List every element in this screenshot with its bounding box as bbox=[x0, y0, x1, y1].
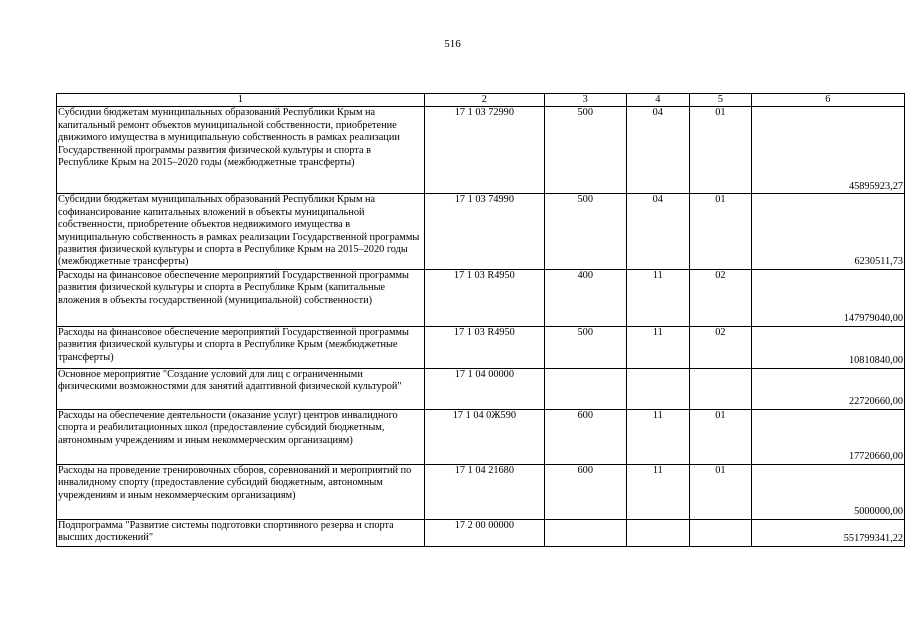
table-row bbox=[57, 326, 905, 368]
row-target-code: 17 1 03 72990 bbox=[424, 107, 544, 194]
table-row bbox=[57, 519, 905, 546]
row-name: Подпрограмма "Развитие системы подготовки спортивного резерва и спорта высших достижений" bbox=[57, 519, 425, 546]
row-section bbox=[626, 368, 690, 409]
table-row bbox=[57, 409, 905, 464]
row-expense-type: 600 bbox=[545, 409, 626, 464]
row-section bbox=[626, 519, 690, 546]
row-sum: 551799341,22 bbox=[751, 519, 904, 546]
header-col-6: 6 bbox=[751, 94, 904, 107]
row-target-code: 17 1 04 00000 bbox=[424, 368, 544, 409]
row-target-code: 17 1 04 0Ж590 bbox=[424, 409, 544, 464]
row-name: Субсидии бюджетам муниципальных образований Республики Крым на софинансирование капитальных вложений в объекты муниципальной собственности, приобретение объектов недвижимого имущества в муниципальную собственность в рамках реализации Государственной программы развития физической культуры и спорта в Республике Крым на 2015–2020 годы (межбюджетные трансферты) bbox=[57, 194, 425, 269]
row-section: 11 bbox=[626, 326, 690, 368]
row-subsection: 01 bbox=[690, 194, 752, 269]
row-name: Расходы на проведение тренировочных сборов, соревнований и мероприятий по инвалидному спорту (предоставление субсидий бюджетным, автономным учреждениям и иным некоммерческим организациям) bbox=[57, 464, 425, 519]
row-subsection: 01 bbox=[690, 107, 752, 194]
row-target-code: 17 1 03 R4950 bbox=[424, 326, 544, 368]
row-name: Субсидии бюджетам муниципальных образований Республики Крым на капитальный ремонт объектов муниципальной собственности, приобретение движимого имущества в муниципальную собственность в рамках реализации Государственной программы развития физической культуры и спорта в Республике Крым на 2015–2020 годы (межбюджетные трансферты) bbox=[57, 107, 425, 194]
row-subsection bbox=[690, 519, 752, 546]
row-target-code: 17 1 04 21680 bbox=[424, 464, 544, 519]
row-sum: 5000000,00 bbox=[751, 464, 904, 519]
row-subsection: 01 bbox=[690, 464, 752, 519]
row-section: 04 bbox=[626, 194, 690, 269]
row-subsection: 01 bbox=[690, 409, 752, 464]
header-col-1: 1 bbox=[57, 94, 425, 107]
header-col-2: 2 bbox=[424, 94, 544, 107]
row-target-code: 17 1 03 R4950 bbox=[424, 269, 544, 326]
row-name: Расходы на финансовое обеспечение мероприятий Государственной программы развития физической культуры и спорта в Республике Крым (капитальные вложения в объекты государственной (муниципальной) собственности) bbox=[57, 269, 425, 326]
row-section: 11 bbox=[626, 269, 690, 326]
row-section: 04 bbox=[626, 107, 690, 194]
row-section: 11 bbox=[626, 464, 690, 519]
row-subsection bbox=[690, 368, 752, 409]
row-name: Расходы на обеспечение деятельности (оказание услуг) центров инвалидного спорта и реабилитационных школ (предоставление субсидий бюджетным, автономным учреждениям и иным некоммерческим организациям) bbox=[57, 409, 425, 464]
row-expense-type: 500 bbox=[545, 107, 626, 194]
row-sum: 45895923,27 bbox=[751, 107, 904, 194]
row-expense-type: 500 bbox=[545, 194, 626, 269]
page-number: 516 bbox=[444, 38, 461, 50]
row-subsection: 02 bbox=[690, 326, 752, 368]
header-col-4: 4 bbox=[626, 94, 690, 107]
row-name: Расходы на финансовое обеспечение мероприятий Государственной программы развития физической культуры и спорта в Республике Крым (межбюджетные трансферты) bbox=[57, 326, 425, 368]
row-expense-type bbox=[545, 519, 626, 546]
row-expense-type: 600 bbox=[545, 464, 626, 519]
row-sum: 6230511,73 bbox=[751, 194, 904, 269]
row-subsection: 02 bbox=[690, 269, 752, 326]
row-expense-type: 500 bbox=[545, 326, 626, 368]
budget-table bbox=[56, 93, 905, 547]
table-row bbox=[57, 464, 905, 519]
table-row bbox=[57, 269, 905, 326]
row-sum: 22720660,00 bbox=[751, 368, 904, 409]
row-section: 11 bbox=[626, 409, 690, 464]
row-sum: 17720660,00 bbox=[751, 409, 904, 464]
table-row bbox=[57, 194, 905, 269]
table-row bbox=[57, 368, 905, 409]
row-expense-type bbox=[545, 368, 626, 409]
header-col-3: 3 bbox=[545, 94, 626, 107]
table-header-row bbox=[57, 94, 905, 107]
row-target-code: 17 2 00 00000 bbox=[424, 519, 544, 546]
row-name: Основное мероприятие "Создание условий для лиц с ограниченными физическими возможностями для занятий адаптивной физической культурой" bbox=[57, 368, 425, 409]
row-sum: 10810840,00 bbox=[751, 326, 904, 368]
row-expense-type: 400 bbox=[545, 269, 626, 326]
header-col-5: 5 bbox=[690, 94, 752, 107]
row-target-code: 17 1 03 74990 bbox=[424, 194, 544, 269]
table-row bbox=[57, 107, 905, 194]
row-sum: 147979040,00 bbox=[751, 269, 904, 326]
